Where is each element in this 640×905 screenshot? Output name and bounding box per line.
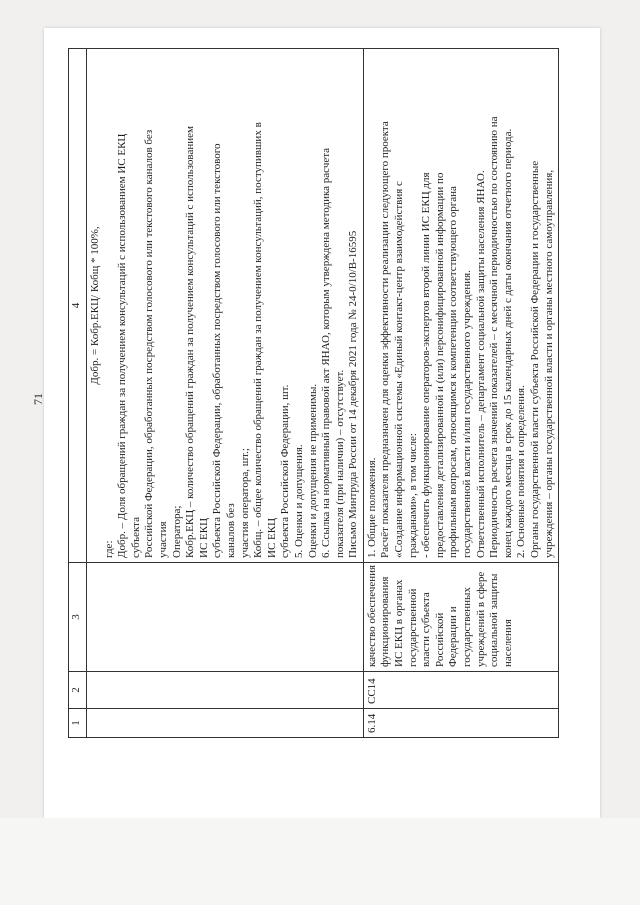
text-line: участия bbox=[156, 521, 169, 558]
text-line: субъекта Российской Федерации, обработанных посредством голосового или текстового bbox=[211, 143, 224, 558]
table-header-row bbox=[69, 49, 87, 738]
text-line: «Создание информационной системы «Единый контакт-центр взаимодействия с bbox=[393, 181, 406, 558]
header-cell-4: 4 bbox=[69, 49, 87, 563]
text-line: каналов без bbox=[224, 503, 237, 558]
text-line: государственной власти и/или государственного учреждения. bbox=[461, 270, 474, 558]
row-method-cell bbox=[363, 49, 558, 563]
text-line: 5. Оценки и допущения. bbox=[292, 444, 305, 558]
text-line: гражданами», в том числе: bbox=[406, 433, 419, 558]
text-line: предоставления детализированной и (или) персонифицированной информации по bbox=[433, 172, 446, 558]
text-line: социальной защиты bbox=[488, 573, 501, 667]
text-line: населения bbox=[501, 619, 514, 667]
text-line: субъекта Российской Федерации, шт. bbox=[279, 384, 292, 558]
text-line: Оператора; bbox=[170, 505, 183, 558]
text-line: государственной bbox=[406, 588, 419, 667]
text-line: где: bbox=[102, 540, 115, 558]
text-line: власти субъекта bbox=[420, 592, 433, 667]
text-line: Периодичность расчета значений показателей – с месячной периодичностью по состоянию на bbox=[488, 116, 501, 558]
row-method-cell bbox=[87, 49, 364, 563]
text-line: Органы государственной власти субъекта Российской Федерации и государственные bbox=[529, 160, 541, 558]
indicator-table bbox=[68, 48, 559, 738]
text-line: ИС ЕКЦ в органах bbox=[393, 579, 406, 667]
header-cell-3: 3 bbox=[69, 563, 87, 672]
text-line: Федерации и bbox=[447, 606, 460, 667]
table-row bbox=[363, 49, 558, 738]
row-code-cell: СС14 bbox=[363, 672, 558, 709]
header-cell-1: 1 bbox=[69, 709, 87, 738]
table-row bbox=[87, 49, 364, 738]
text-line: Расчёт показателя предназначен для оценки эффективности реализации следующего проекта bbox=[379, 121, 392, 558]
text-line: Письмо Минтруда России от 14 декабря 2021 года № 24-0/10/В-16595 bbox=[347, 230, 360, 558]
text-line: 6. Ссылка на нормативный правовой акт ЯНАО, которым утверждена методика расчета bbox=[320, 147, 333, 558]
text-line: учреждений в сфере bbox=[474, 571, 487, 667]
text-line: субъекта bbox=[129, 516, 142, 558]
text-line: Российской Федерации, обработанных посредством голосового или текстового каналов без bbox=[143, 129, 156, 558]
scan-background bbox=[0, 818, 640, 905]
text-line: Российской bbox=[433, 612, 446, 667]
text-line: учреждения – органы государственной власти и органы местного самоуправления, bbox=[542, 169, 555, 558]
rotated-table-container bbox=[68, 48, 555, 738]
row-name-cell bbox=[87, 563, 364, 672]
text-line: конец каждого месяца в срок до 15 календарных дней с даты окончания отчетного периода. bbox=[501, 128, 514, 558]
text-line: 2. Основные понятия и определения. bbox=[515, 385, 528, 558]
text-line: показателя (при наличии) – отсутствует. bbox=[333, 369, 346, 558]
text-line: Оценки и допущения не применимы. bbox=[306, 383, 319, 558]
text-line: 1. Общие положения. bbox=[365, 457, 378, 558]
text-line: Кобщ. – общее количество обращений граждан за получением консультаций, поступивших в bbox=[252, 122, 265, 558]
text-line: функционирования bbox=[379, 576, 392, 667]
text-line: государственных bbox=[461, 587, 474, 667]
row-code-cell bbox=[87, 672, 364, 709]
text-line: участия оператора, шт.; bbox=[238, 448, 251, 558]
text-line: Ответственный исполнитель – департамент социальной защиты населения ЯНАО. bbox=[474, 170, 487, 558]
row-name-cell bbox=[363, 563, 558, 672]
text-line: Кобр.ЕКЦ – количество обращений граждан за получением консультаций с использованием bbox=[184, 126, 197, 558]
row-number-cell: 6.14 bbox=[363, 709, 558, 738]
page-number: 71 bbox=[31, 393, 45, 405]
text-line: Добр. = Кобр.ЕКЦ/ Кобщ * 100%, bbox=[89, 226, 101, 385]
row-number-cell bbox=[87, 709, 364, 738]
text-line: качество обеспечения bbox=[365, 564, 378, 667]
text-line: ИС ЕКЦ bbox=[197, 517, 210, 558]
header-cell-2: 2 bbox=[69, 672, 87, 709]
text-line: ИС ЕКЦ bbox=[265, 517, 278, 558]
text-line: - обеспечить функционирование операторов-экспертов второй линии ИС ЕКЦ для bbox=[420, 172, 433, 558]
text-line: профильным вопросам, относящимся к компетенции соответствующего органа bbox=[447, 186, 460, 558]
text-line: Добр. – Доля обращений граждан за получением консультаций с использованием ИС ЕКЦ bbox=[116, 133, 129, 558]
